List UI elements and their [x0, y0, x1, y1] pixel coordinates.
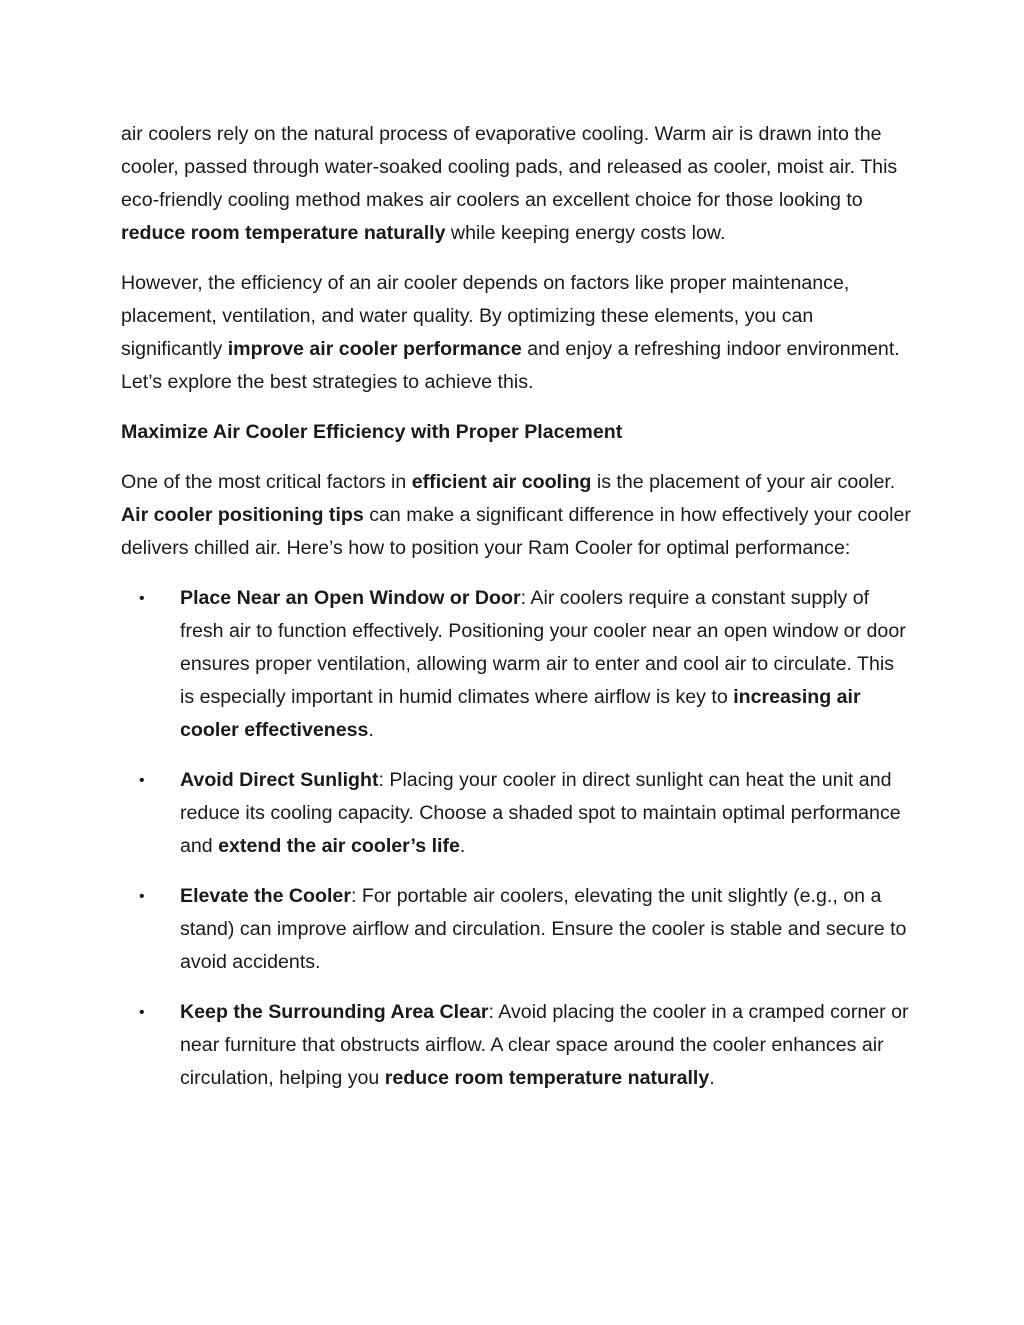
list-item-bold-phrase: extend the air cooler’s life [218, 835, 460, 857]
list-item-end: . [459, 835, 466, 857]
list-item-text: : Avoid placing the cooler in a cramped corner or near furniture that obstructs airflow. A clear space around the cooler enhances air circulation, helping you [180, 1001, 909, 1089]
document-page [121, 118, 911, 1112]
paragraph-text: and enjoy a refreshing indoor environment. Let’s explore the best strategies to achieve this. [121, 338, 900, 393]
bullet-icon: • [139, 888, 145, 905]
section-heading: Maximize Air Cooler Efficiency with Proper Placement [121, 421, 623, 443]
bullet-icon: • [139, 1004, 145, 1021]
list-item-end: . [368, 719, 374, 741]
paragraph-placement-intro [121, 466, 911, 565]
list-item-bold-phrase: reduce room temperature naturally [384, 1067, 710, 1089]
list-item-text: : For portable air coolers, elevating the unit slightly (e.g., on a stand) can improve airflow and circulation. Ensure the cooler is stable and secure to avoid accidents. [180, 885, 907, 973]
bullet-icon: • [139, 590, 145, 607]
paragraph-bold-phrase: efficient air cooling [411, 471, 592, 493]
list-item-title: Elevate the Cooler [180, 885, 351, 907]
list-item [121, 880, 911, 979]
paragraph-text: However, the efficiency of an air cooler depends on factors like proper maintenance, placement, ventilation, and water quality. By optimizing these elements, you can significantly [121, 272, 850, 360]
list-item [121, 582, 911, 747]
list-item-title: Avoid Direct Sunlight [180, 769, 379, 791]
paragraph-efficiency-factors [121, 267, 911, 399]
paragraph-bold-phrase: improve air cooler performance [227, 338, 522, 360]
list-item [121, 764, 911, 863]
list-item-text: : Air coolers require a constant supply of fresh air to function effectively. Positioning your cooler near an open window or door ensures proper ventilation, allowing warm air to enter and cool air to circulate. This is especially important in humid climates where airflow is key to [180, 587, 906, 708]
bullet-icon: • [139, 772, 145, 789]
paragraph-text: can make a significant difference in how effectively your cooler delivers chilled air. Here’s how to position your Ram Cooler for optimal performance: [121, 504, 911, 559]
placement-tips-list [121, 582, 911, 1095]
paragraph-text: while keeping energy costs low. [445, 222, 726, 244]
paragraph-bold-phrase: Air cooler positioning tips [121, 504, 364, 526]
paragraph-evaporative-cooling [121, 118, 911, 250]
list-item-bold-phrase: increasing air cooler effectiveness [180, 686, 861, 741]
list-item-title: Place Near an Open Window or Door [180, 587, 521, 609]
list-item-end: . [709, 1067, 715, 1089]
list-item-title: Keep the Surrounding Area Clear [180, 1001, 489, 1023]
list-item [121, 996, 911, 1095]
paragraph-bold-phrase: reduce room temperature naturally [121, 222, 446, 244]
paragraph-text: One of the most critical factors in [121, 471, 412, 493]
paragraph-text: is the placement of your air cooler. [591, 471, 896, 493]
list-item-text: : Placing your cooler in direct sunlight can heat the unit and reduce its cooling capacity. Choose a shaded spot to maintain optimal performance and [180, 769, 901, 857]
paragraph-text: air coolers rely on the natural process of evaporative cooling. Warm air is drawn into the cooler, passed through water-soaked cooling pads, and released as cooler, moist air. This eco-friendly cooling method makes air coolers an excellent choice for those looking to [121, 123, 898, 211]
